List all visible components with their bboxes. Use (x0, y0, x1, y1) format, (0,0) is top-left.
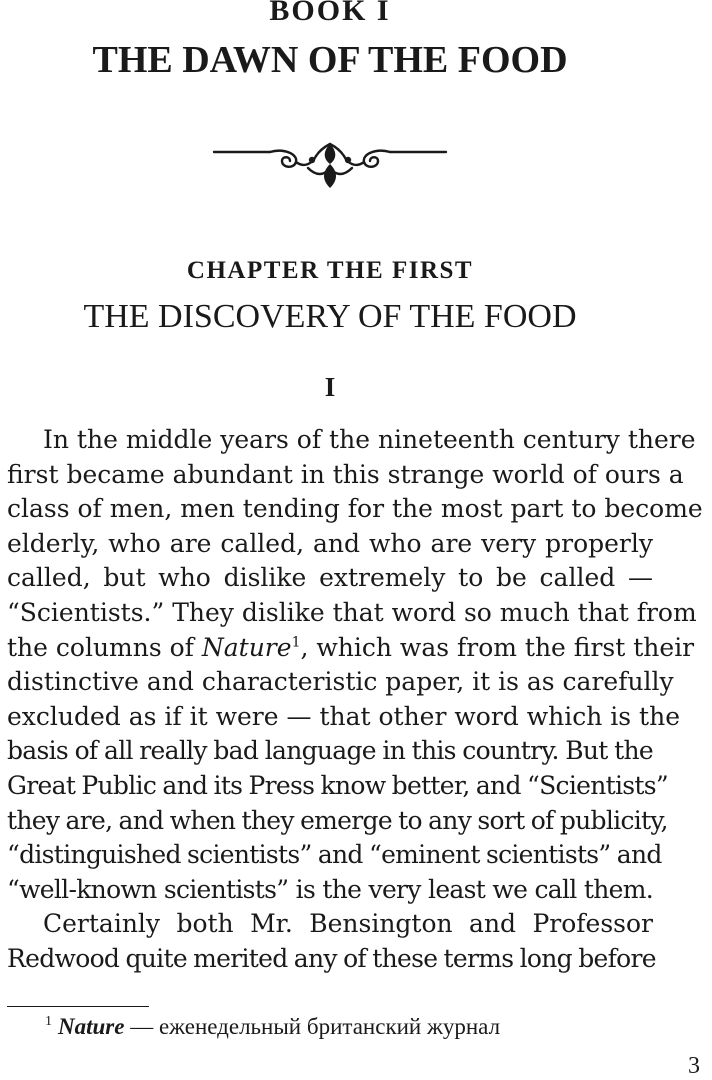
footnote (45, 1014, 500, 1040)
text-line: In the middle years of the nineteenth century there (43, 425, 696, 454)
fleuron-ornament-icon (212, 138, 448, 194)
footnote-divider (7, 1006, 149, 1007)
chapter-title: THE DISCOVERY OF THE FOOD (83, 298, 577, 335)
chapter-label: CHAPTER THE FIRST (186, 257, 474, 284)
text-line: Certainly both Mr. Bensington and Professor (43, 909, 653, 939)
text-line: they are, and when they emerge to any sort of publicity, (7, 805, 668, 835)
text-line: “well-known scientists” is the very least we call them. (7, 874, 653, 904)
book-title: THE DAWN OF THE FOOD (92, 39, 568, 81)
text-line: class of men, men tending for the most part to become (7, 494, 703, 524)
text-line: called, but who dislike extremely to be called — (7, 563, 653, 593)
section-number: I (324, 372, 336, 402)
periodical-title: Nature (201, 632, 292, 662)
footnote-reference[interactable]: 1 (291, 634, 301, 651)
text-line: basis of all really bad language in this country. But the (7, 736, 653, 766)
text-line: Great Public and its Press know better, and “Scientists” (7, 770, 668, 800)
text-line: first became abundant in this strange world of ours a (7, 459, 684, 489)
book-label: BOOK I (269, 0, 391, 27)
text-line: “distinguished scientists” and “eminent scientists” and (7, 840, 662, 870)
text-line: excluded as if it were — that other word which is the (7, 701, 680, 731)
text-line: elderly, who are called, and who are very properly (7, 528, 653, 558)
text-fragment: , which was from the first their (300, 632, 695, 662)
footnote-text: — еженедельный британский журнал (124, 1014, 501, 1039)
body-text (7, 423, 703, 977)
text-line: “Scientists.” They dislike that word so much that from (7, 597, 697, 627)
text-fragment: the columns of (7, 632, 202, 662)
text-line-with-footnote (7, 631, 695, 666)
footnote-marker: 1 (45, 1014, 52, 1030)
page-number: 3 (688, 1053, 700, 1079)
footnote-term: Nature (58, 1014, 125, 1039)
text-line: Redwood quite merited any of these terms long before (7, 943, 656, 973)
text-line: distinctive and characteristic paper, it is as carefully (7, 667, 674, 697)
